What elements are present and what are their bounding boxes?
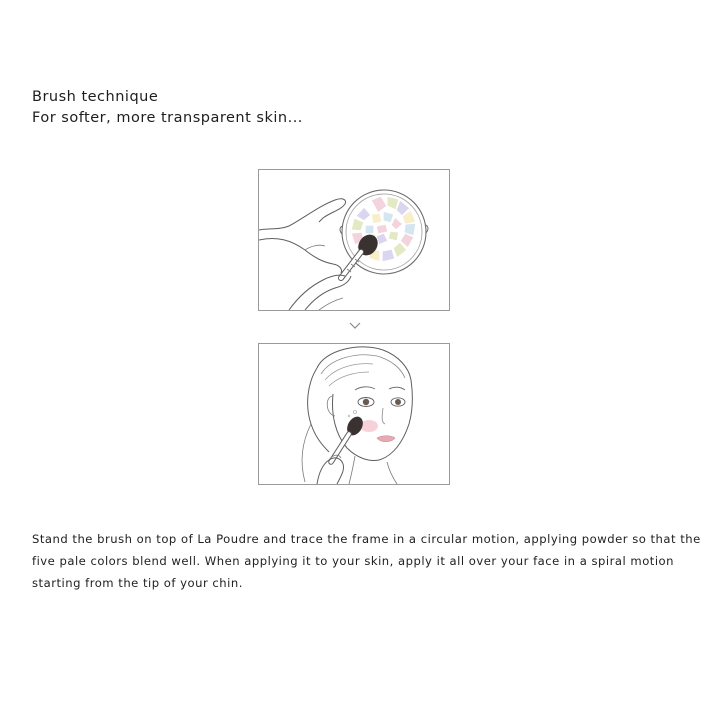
description-paragraph: [32, 528, 702, 594]
woman-applying-brush-illustration: [259, 344, 449, 484]
description-line-3: starting from the tip of your chin.: [32, 576, 243, 590]
description-line-1: Stand the brush on top of La Poudre and trace the frame in a circular motion, applying powder so that the: [32, 532, 701, 546]
hand-brush-powder-compact-illustration: [259, 170, 449, 310]
step2-illustration-frame: [258, 343, 450, 485]
section-title: Brush technique: [32, 89, 159, 105]
description-line-2: five pale colors blend well. When applying it to your skin, apply it all over your face in a spiral motion: [32, 554, 674, 568]
chevron-down-icon: [348, 320, 362, 330]
step1-illustration-frame: [258, 169, 450, 311]
heading-block: [32, 87, 303, 129]
section-subtitle: For softer, more transparent skin...: [32, 110, 303, 126]
